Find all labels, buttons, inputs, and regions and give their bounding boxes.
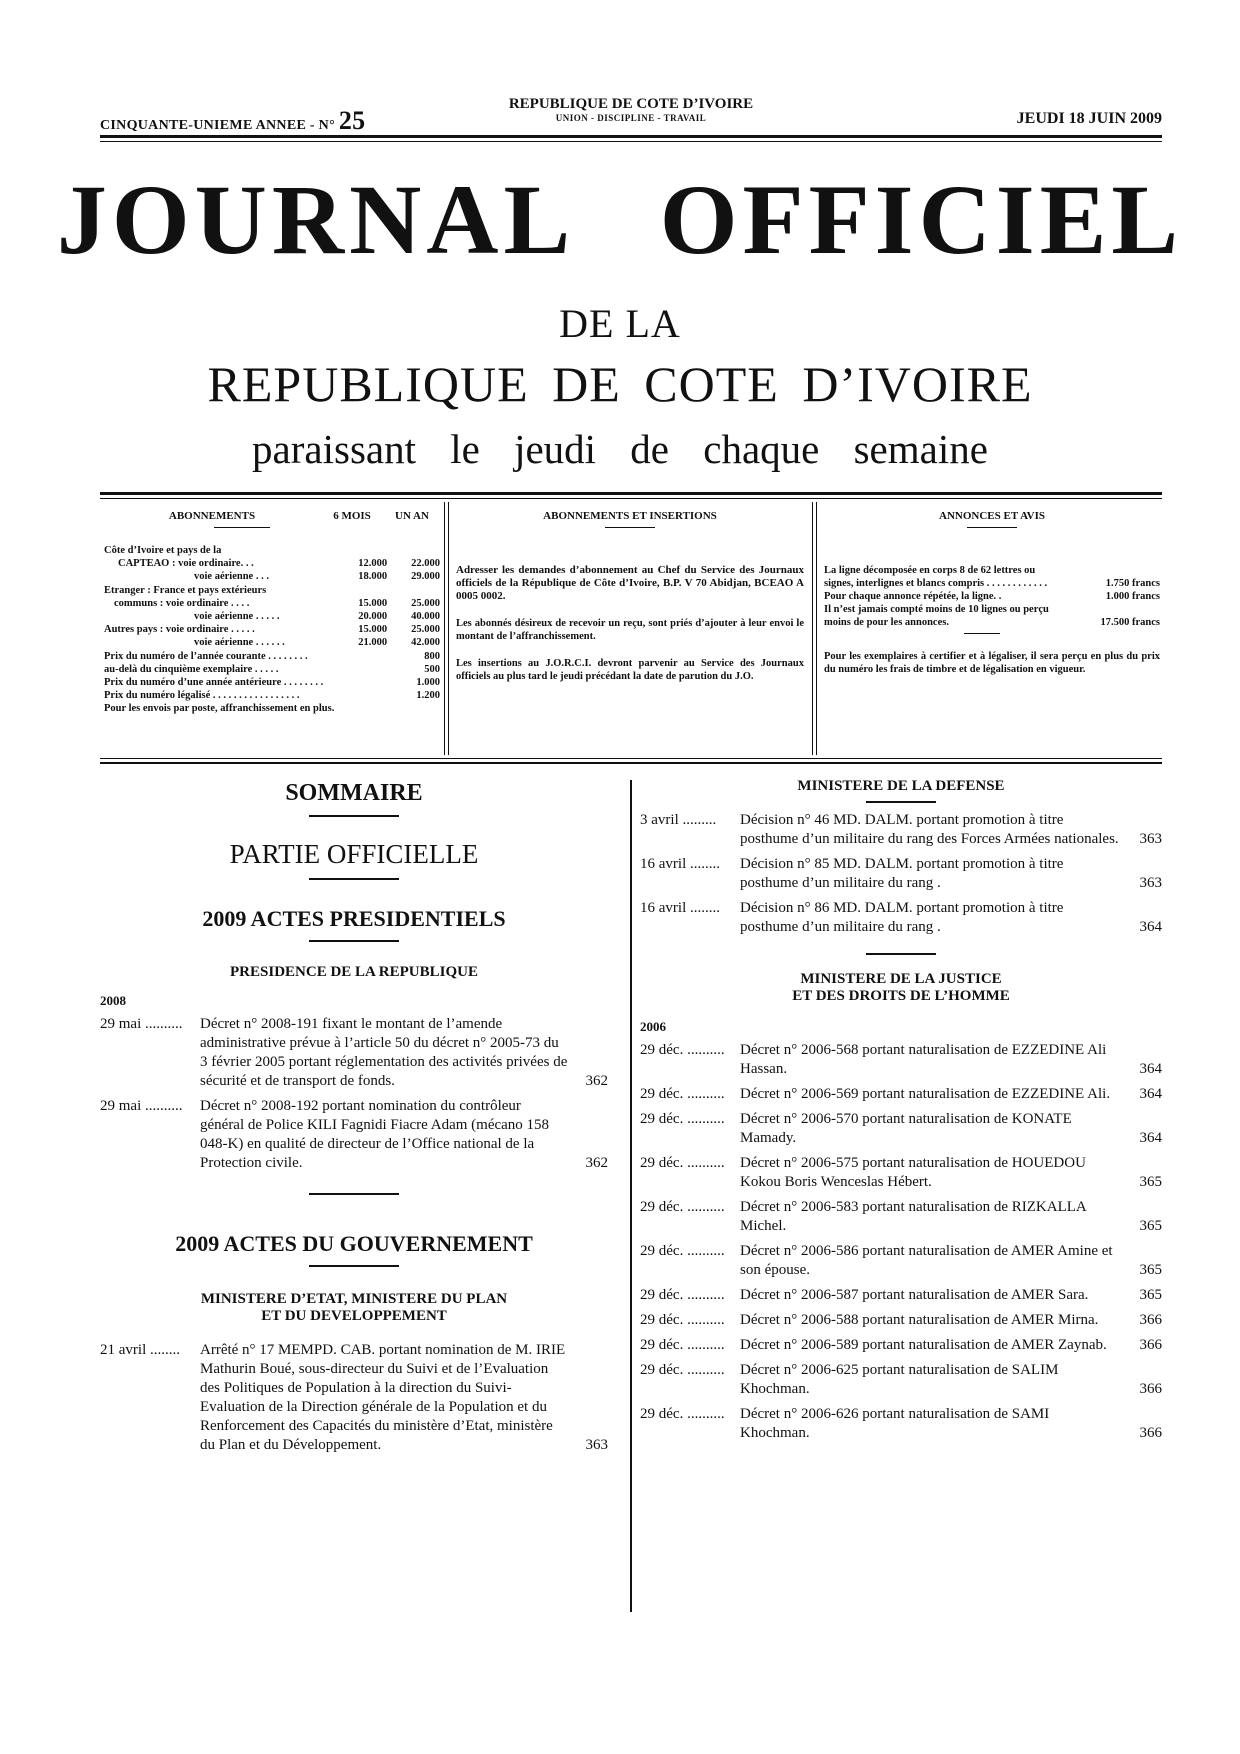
tarif-label: Côte d’Ivoire et pays de la [104, 545, 222, 556]
entry-date: 16 avril ........ [640, 856, 720, 872]
tarif-6mois: 20.000 [358, 611, 388, 623]
tarif-6mois [334, 584, 387, 597]
annonce-row [824, 564, 1160, 590]
annonce-label: La ligne décomposée en corps 8 de 62 lettres ou signes, interlignes et blancs compris . . . . . . . . . . . . [824, 565, 1048, 589]
abonnements-column [104, 502, 440, 755]
ministere-justice-heading-2: ET DES DROITS DE L’HOMME [792, 988, 1010, 1004]
masthead [100, 82, 1162, 135]
tarif-unan: 29.000 [411, 571, 440, 583]
abonnements-header: ABONNEMENTS [168, 510, 256, 522]
entry-text: Décret n° 2006-589 portant naturalisation de AMER Zaynab. [740, 1337, 1107, 1353]
tarif-unan: 25.000 [411, 597, 440, 609]
year-heading: 2006 [640, 1019, 666, 1034]
annonce-price: 1.750 francs [1105, 578, 1160, 589]
header-underline [214, 527, 270, 528]
entry-text: Décret n° 2006-625 portant naturalisation de SALIM Khochman. [740, 1362, 1059, 1397]
tarif-row [104, 689, 440, 702]
ministere-justice-heading: MINISTERE DE LA JUSTICE [800, 971, 1002, 987]
insertions-deadline: Les insertions au J.O.R.C.I. devront parvenir au Service des Journaux officiels au plus tard le jeudi précédant la date de parution du J.O. [456, 658, 804, 682]
defense-entries [640, 811, 1162, 937]
tarif-row [104, 650, 440, 663]
tarif-label: Pour les envois par poste, affranchissement en plus. [104, 703, 335, 715]
tarif-unan: 40.000 [411, 611, 440, 623]
entry-date: 29 mai .......... [100, 1098, 183, 1114]
entry-page: 366 [1139, 1337, 1162, 1353]
entry-date: 29 déc. .......... [640, 1042, 725, 1058]
journal-subtitle-de-la: DE LA [559, 301, 681, 346]
sommaire-entry [640, 855, 1162, 893]
box-divider [812, 502, 813, 755]
box-top-rule-thin [100, 498, 1162, 499]
entry-text: Décision n° 85 MD. DALM. portant promotion à titre posthume d’un militaire du rang . [740, 856, 1064, 891]
issue-number: 25 [338, 106, 366, 135]
tarif-label: CAPTEAO : voie ordinaire. . . [118, 558, 254, 570]
tarif-unan: 1.000 [416, 677, 440, 689]
box-divider [444, 502, 445, 755]
tarif-unan: 1.200 [416, 690, 440, 702]
box-divider [448, 502, 449, 755]
tarif-label: voie aérienne . . . . . [194, 611, 280, 623]
tarif-row [104, 663, 440, 676]
sommaire-entry [100, 1015, 608, 1091]
entry-text: Décret n° 2008-191 fixant le montant de l’amende administrative prévue à l’article 50 du décret n° 2005-73 du 3 février 2005 portant réglementation des activités privées de sécurité et de transport de fonds. [200, 1016, 568, 1089]
entry-date: 29 déc. .......... [640, 1406, 725, 1422]
entry-date: 3 avril ......... [640, 812, 717, 828]
annonce-price: 1.000 francs [1105, 591, 1160, 602]
divider [309, 815, 399, 817]
tarif-row [104, 597, 440, 610]
tarif-row [104, 636, 440, 649]
entry-page: 365 [1139, 1262, 1162, 1278]
sommaire-entry [640, 1405, 1162, 1443]
tarif-row [104, 584, 440, 597]
entry-page: 364 [1139, 1130, 1162, 1146]
entry-page: 365 [1139, 1218, 1162, 1234]
insertions-header: ABONNEMENTS ET INSERTIONS [543, 510, 717, 522]
sommaire-entry [640, 1154, 1162, 1192]
header-underline [967, 527, 1017, 528]
sommaire-entry [100, 1097, 608, 1173]
tarif-unan: 22.000 [411, 558, 440, 570]
entry-date: 29 déc. .......... [640, 1287, 725, 1303]
divider [309, 1265, 399, 1267]
country-header [100, 96, 1162, 123]
masthead-rule-thin [100, 141, 1162, 142]
entry-text: Arrêté n° 17 MEMPD. CAB. portant nomination de M. IRIE Mathurin Boué, sous-directeur du Suivi et de l’Evaluation des Politiques de Population à la direction du Suivi-Evaluation de la Direction générale de la Population et du Renforcement des Capacités du ministère d’Etat, ministère du Plan et du Développement. [200, 1342, 566, 1453]
entry-date: 29 déc. .......... [640, 1337, 725, 1353]
entry-text: Décret n° 2006-587 portant naturalisation de AMER Sara. [740, 1287, 1089, 1303]
annonces-column [824, 502, 1160, 755]
tarif-row [104, 676, 440, 689]
sommaire-entry [640, 1242, 1162, 1280]
entry-page: 366 [1139, 1425, 1162, 1441]
tarif-unan [387, 544, 440, 557]
sommaire-entry [640, 1286, 1162, 1305]
box-top-rule [100, 492, 1162, 495]
tarif-6mois [334, 676, 387, 689]
sommaire-entry [640, 1198, 1162, 1236]
publication-frequency: paraissant le jeudi de chaque semaine [252, 426, 988, 472]
entry-text: Décret n° 2006-570 portant naturalisation de KONATE Mamady. [740, 1111, 1072, 1146]
divider [309, 940, 399, 942]
tarif-6mois [334, 663, 387, 676]
insertions-address: Adresser les demandes d’abonnement au Chef du Service des Journaux officiels de la République de Côte d’Ivoire, B.P. V 70 Abidjan, BCEAO A 0005 0002. [456, 564, 804, 602]
entry-text: Décret n° 2008-192 portant nomination du contrôleur général de Police KILI Fagnidi Fiacre Adam (mécano 158 048-K) en qualité de directeur de l’Office national de la Protection civile. [200, 1098, 550, 1171]
justice-entries [640, 1041, 1162, 1443]
subscription-box [100, 502, 1160, 755]
tarif-6mois [334, 702, 387, 715]
divider [309, 878, 399, 880]
annonce-label: Il n’est jamais compté moins de 10 lignes ou perçu moins de pour les annonces. [824, 604, 1049, 628]
tarif-row [104, 557, 440, 570]
tarif-row [104, 623, 440, 636]
entry-text: Décret n° 2006-588 portant naturalisation de AMER Mirna. [740, 1312, 1099, 1328]
tarif-unan [387, 702, 440, 715]
sommaire-entry [640, 1336, 1162, 1355]
journal-title: JOURNAL OFFICIEL [56, 164, 1184, 275]
tarif-6mois: 12.000 [358, 558, 388, 570]
tarif-label: Prix du numéro légalisé . . . . . . . . . . . . . . . . . [104, 690, 300, 702]
tarif-label: voie aérienne . . . [194, 571, 269, 583]
entry-date: 29 déc. .......... [640, 1086, 725, 1102]
ministere-defense-heading: MINISTERE DE LA DEFENSE [797, 778, 1005, 794]
insertions-column [456, 502, 804, 755]
annonces-tarifs [824, 564, 1160, 629]
entry-date: 29 déc. .......... [640, 1362, 725, 1378]
entry-page: 364 [1139, 1061, 1162, 1077]
year-heading: 2008 [100, 993, 126, 1008]
tarif-label: Prix du numéro d’une année antérieure . . . . . . . . [104, 677, 324, 689]
sommaire-title: SOMMAIRE [285, 780, 423, 806]
tarif-label: voie aérienne . . . . . . [194, 637, 285, 649]
tarif-6mois [334, 544, 387, 557]
entry-date: 29 déc. .......... [640, 1155, 725, 1171]
masthead-rule [100, 135, 1162, 138]
tarif-label: communs : voie ordinaire . . . . [114, 597, 250, 609]
entry-text: Décret n° 2006-626 portant naturalisation de SAMI Khochman. [740, 1406, 1050, 1441]
entry-date: 29 déc. .......... [640, 1199, 725, 1215]
presidence-entries [100, 1015, 608, 1173]
sommaire-entry [100, 1341, 608, 1455]
tarif-unan [387, 584, 440, 597]
entry-text: Décret n° 2006-569 portant naturalisation de EZZEDINE Ali. [740, 1086, 1111, 1102]
country-name: REPUBLIQUE DE COTE D’IVOIRE [508, 96, 754, 112]
ministere-plan-heading-2: ET DU DEVELOPPEMENT [261, 1308, 447, 1324]
sommaire-entry [640, 1110, 1162, 1148]
tarifs-table [104, 544, 440, 716]
entry-page: 366 [1139, 1312, 1162, 1328]
col-6mois: 6 MOIS [333, 510, 371, 522]
insertions-receipt: Les abonnés désireux de recevoir un reçu, sont priés d’ajouter à leur envoi le montant de l’affranchissement. [456, 618, 804, 642]
journal-subtitle-republique: REPUBLIQUE DE COTE D’IVOIRE [207, 356, 1033, 412]
box-bottom-rule [100, 758, 1162, 759]
entry-date: 16 avril ........ [640, 900, 720, 916]
box-bottom-rule-thick [100, 762, 1162, 764]
sommaire-entry [640, 899, 1162, 937]
tarif-label: Etranger : France et pays extérieurs [104, 584, 267, 596]
tarif-row [104, 702, 440, 715]
separator [964, 633, 1000, 634]
tarif-6mois [334, 689, 387, 702]
actes-gouvernement-heading: 2009 ACTES DU GOUVERNEMENT [175, 1231, 533, 1256]
entry-page: 363 [585, 1437, 608, 1453]
tarif-unan: 25.000 [411, 624, 440, 636]
presidence-heading: PRESIDENCE DE LA REPUBLIQUE [230, 964, 478, 980]
annonces-header: ANNONCES ET AVIS [939, 510, 1045, 522]
entry-text: Décret n° 2006-583 portant naturalisation de RIZKALLA Michel. [740, 1199, 1086, 1234]
divider [866, 801, 936, 803]
entry-date: 29 mai .......... [100, 1016, 183, 1032]
annonce-label: Pour chaque annonce répétée, la ligne. . [824, 591, 1002, 602]
col-unan: UN AN [395, 510, 429, 522]
annonce-row [824, 590, 1160, 603]
sommaire-entry [640, 1361, 1162, 1399]
entry-page: 363 [1139, 875, 1162, 891]
entry-page: 366 [1139, 1381, 1162, 1397]
entry-text: Décision n° 46 MD. DALM. portant promotion à titre posthume d’un militaire du rang des Forces Armées nationales. [740, 812, 1119, 847]
tarif-label: Prix du numéro de l’année courante . . . . . . . . [104, 650, 308, 662]
entry-text: Décision n° 86 MD. DALM. portant promotion à titre posthume d’un militaire du rang . [740, 900, 1064, 935]
tarif-6mois [334, 650, 387, 663]
entry-text: Décret n° 2006-568 portant naturalisation de EZZEDINE Ali Hassan. [740, 1042, 1107, 1077]
annonce-price: 17.500 francs [1100, 617, 1160, 628]
tarif-6mois: 15.000 [358, 597, 388, 609]
year-label: CINQUANTE-UNIEME ANNEE - N° [100, 118, 335, 133]
entry-page: 362 [585, 1155, 608, 1171]
sommaire-entry [640, 811, 1162, 849]
tarif-6mois: 15.000 [358, 624, 388, 636]
entry-page: 365 [1139, 1174, 1162, 1190]
tarif-6mois: 21.000 [358, 637, 388, 649]
sommaire-entry [640, 1311, 1162, 1330]
entry-text: Décret n° 2006-575 portant naturalisation de HOUEDOU Kokou Boris Wenceslas Hébert. [740, 1155, 1086, 1190]
entry-date: 29 déc. .......... [640, 1243, 725, 1259]
tarif-unan: 42.000 [411, 637, 440, 649]
country-motto: UNION - DISCIPLINE - TRAVAIL [555, 113, 707, 123]
sommaire-left-column [100, 780, 608, 1461]
entry-date: 21 avril ........ [100, 1342, 180, 1358]
plan-entries [100, 1341, 608, 1455]
tarif-row [104, 610, 440, 623]
sommaire-entry [640, 1041, 1162, 1079]
entry-page: 363 [1139, 831, 1162, 847]
header-underline [605, 527, 655, 528]
entry-page: 364 [1139, 1086, 1162, 1102]
tarif-label: au-delà du cinquième exemplaire . . . . . [104, 663, 279, 675]
divider [866, 953, 936, 955]
annonce-row [824, 603, 1160, 629]
entry-date: 29 déc. .......... [640, 1312, 725, 1328]
partie-officielle: PARTIE OFFICIELLE [229, 839, 479, 869]
entry-text: Décret n° 2006-586 portant naturalisation de AMER Amine et son épouse. [740, 1243, 1113, 1278]
tarif-row [104, 570, 440, 583]
sommaire-right-column [640, 778, 1162, 1449]
column-separator [630, 780, 632, 1612]
box-divider [816, 502, 817, 755]
tarif-label: Autres pays : voie ordinaire . . . . . [104, 624, 255, 636]
tarif-6mois: 18.000 [358, 571, 388, 583]
tarif-row [104, 544, 440, 557]
entry-page: 364 [1139, 919, 1162, 935]
tarif-unan: 800 [424, 650, 440, 662]
divider [309, 1193, 399, 1195]
ministere-plan-heading: MINISTERE D’ETAT, MINISTERE DU PLAN [200, 1291, 508, 1307]
sommaire-entry [640, 1085, 1162, 1104]
tarif-unan: 500 [424, 663, 440, 675]
entry-page: 365 [1139, 1287, 1162, 1303]
entry-page: 362 [585, 1073, 608, 1089]
entry-date: 29 déc. .......... [640, 1111, 725, 1127]
actes-presidentiels-heading: 2009 ACTES PRESIDENTIELS [202, 906, 506, 931]
legalisation-note: Pour les exemplaires à certifier et à légaliser, il sera perçu en plus du prix du numéro les frais de timbre et de légalisation en vigueur. [824, 651, 1160, 675]
issue-date: JEUDI 18 JUIN 2009 [1016, 110, 1162, 127]
